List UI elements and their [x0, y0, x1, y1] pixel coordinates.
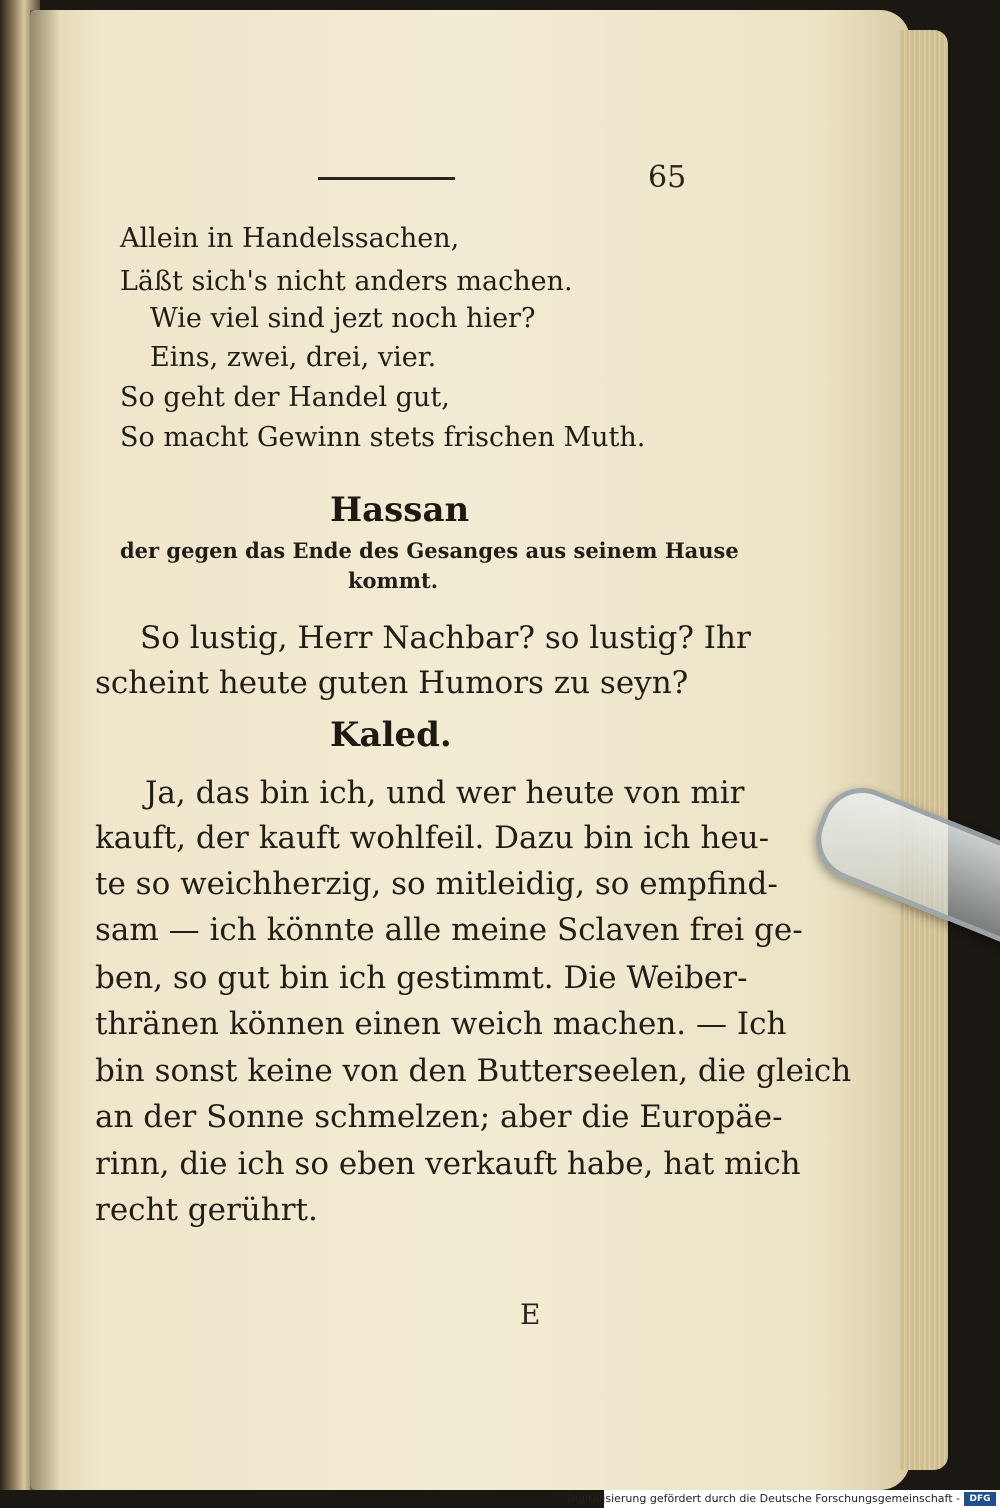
- speech-line: sam — ich könnte alle meine Sclaven frei ge-: [95, 912, 803, 948]
- verse-line: So macht Gewinn stets frischen Muth.: [120, 422, 646, 453]
- page-stack-edge: [900, 30, 948, 1470]
- speech-line: ben, so gut bin ich gestimmt. Die Weiber-: [95, 960, 748, 996]
- speech-line: recht gerührt.: [95, 1192, 318, 1228]
- verse-line: Eins, zwei, drei, vier.: [150, 342, 437, 373]
- verse-line: So geht der Handel gut,: [120, 382, 450, 413]
- speech-line: Ja, das bin ich, und wer heute von mir: [145, 775, 745, 811]
- verse-line: Wie viel sind jezt noch hier?: [150, 303, 536, 334]
- speaker-name-kaled: Kaled.: [330, 715, 452, 755]
- dfg-logo: DFG: [964, 1492, 996, 1506]
- page-number: 65: [648, 160, 687, 195]
- signature-mark: E: [520, 1298, 541, 1331]
- stage-direction-line: kommt.: [348, 568, 439, 593]
- speech-line: te so weichherzig, so mitleidig, so empfind-: [95, 866, 778, 902]
- stage-direction-line: der gegen das Ende des Gesanges aus seinem Hause: [120, 538, 739, 563]
- gutter-shadow: [30, 10, 60, 1490]
- footer-credit: Digitalisierung gefördert durch die Deutsche Forschungsgemeinschaft -: [566, 1492, 960, 1505]
- speech-line: thränen können einen weich machen. — Ich: [95, 1006, 787, 1042]
- header-rule: [318, 177, 455, 180]
- speech-line: scheint heute guten Humors zu seyn?: [95, 665, 689, 701]
- verse-line: Läßt sich's nicht anders machen.: [120, 266, 573, 297]
- verse-line: Allein in Handelssachen,: [120, 223, 460, 254]
- speech-line: kauft, der kauft wohlfeil. Dazu bin ich heu-: [95, 820, 770, 856]
- speech-line: So lustig, Herr Nachbar? so lustig? Ihr: [140, 620, 751, 656]
- speech-line: an der Sonne schmelzen; aber die Europäe-: [95, 1099, 783, 1135]
- speech-line: bin sonst keine von den Butterseelen, die gleich: [95, 1053, 852, 1089]
- speech-line: rinn, die ich so eben verkauft habe, hat mich: [95, 1146, 801, 1182]
- speaker-name-hassan: Hassan: [330, 490, 470, 530]
- footer-bar: [566, 1490, 1000, 1508]
